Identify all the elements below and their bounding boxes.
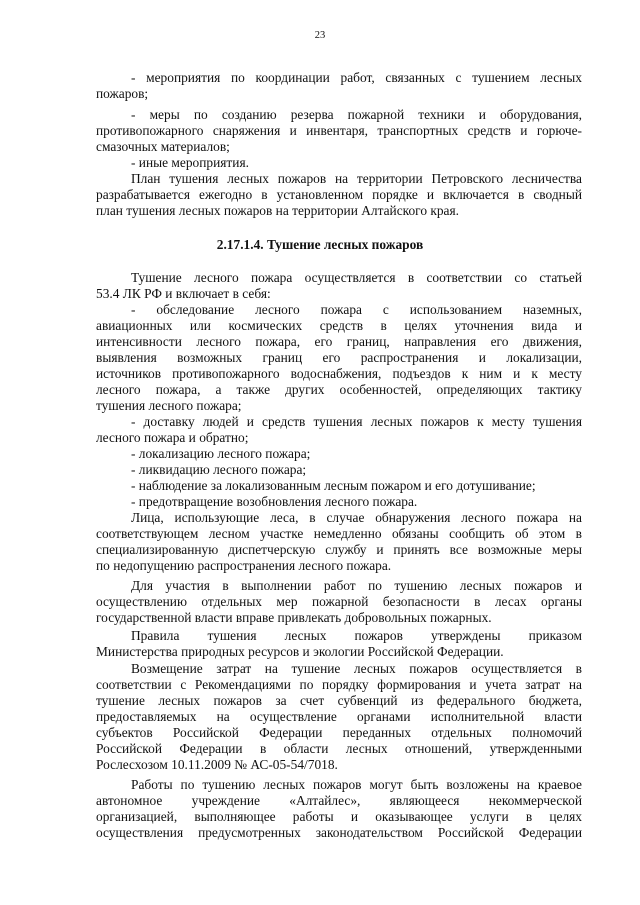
text-line: Рослесхозом 10.11.2009 № АС-05-54/7018. xyxy=(96,757,338,772)
text-line: осуществлению отдельных мер пожарной безопасности в лесах органы xyxy=(96,594,582,609)
text-line: лесного пожара и обратно; xyxy=(96,430,249,445)
text-line: интенсивности лесного пожара, его границ, направления его движения, xyxy=(96,334,582,349)
text-line: смазочных материалов; xyxy=(96,139,230,154)
text-line: выявления возможных границ его распространения и локализации, xyxy=(96,350,582,365)
text-line: - наблюдение за локализованным лесным пожаром и его дотушивание; xyxy=(131,478,536,493)
text-line: план тушения лесных пожаров на территории Алтайского края. xyxy=(96,203,460,218)
text-line: 53.4 ЛК РФ и включает в себя: xyxy=(96,286,271,301)
text-line: государственной власти вправе привлекать добровольных пожарных. xyxy=(96,610,492,625)
text-line: Тушение лесного пожара осуществляется в соответствии со статьей xyxy=(131,270,582,285)
text-line: - мероприятия по координации работ, связанных с тушением лесных xyxy=(131,70,582,85)
text-line: тушения лесного пожара; xyxy=(96,398,242,413)
text-line: источников противопожарного водоснабжения, подъездов к ним и к месту xyxy=(96,366,582,381)
text-line: - обследование лесного пожара с использованием наземных, xyxy=(131,302,582,317)
text-line: организацией, выполняющее работы и оказывающее услуги в целях xyxy=(96,809,582,824)
text-line: Для участия в выполнении работ по тушению лесных пожаров и xyxy=(131,578,582,593)
text-line: тушение лесных пожаров за счет субвенций из федерального бюджета, xyxy=(96,693,582,708)
text-line: - локализацию лесного пожара; xyxy=(131,446,311,461)
text-line: субъектов Российской Федерации переданных отдельных полномочий xyxy=(96,725,582,740)
text-line: осуществления предусмотренных законодательством Российской Федерации xyxy=(96,825,582,840)
text-line: предоставляемых на осуществление органами исполнительной власти xyxy=(96,709,582,724)
text-line: авиационных или космических средств в целях уточнения вида и xyxy=(96,318,582,333)
text-line: - предотвращение возобновления лесного пожара. xyxy=(131,494,418,509)
text-line: - меры по созданию резерва пожарной техники и оборудования, xyxy=(131,107,582,122)
text-line: - иные мероприятия. xyxy=(131,155,249,170)
text-line: по недопущению распространения лесного пожара. xyxy=(96,558,392,573)
text-line: План тушения лесных пожаров на территории Петровского лесничества xyxy=(131,171,582,186)
text-line: Министерства природных ресурсов и экологии Российской Федерации. xyxy=(96,644,504,659)
text-line: разрабатывается ежегодно в установленном порядке и включается в сводный xyxy=(96,187,582,202)
text-line: соответствующем лесном участке немедленно обязаны сообщить об этом в xyxy=(96,526,582,541)
text-line: противопожарного снаряжения и инвентаря, транспортных средств и горюче- xyxy=(96,123,582,138)
page-number: 23 xyxy=(314,30,326,41)
text-line: Возмещение затрат на тушение лесных пожаров осуществляется в xyxy=(131,661,582,676)
text-line: Работы по тушению лесных пожаров могут быть возложены на краевое xyxy=(131,777,582,792)
text-line: Российской Федерации в области лесных отношений, утвержденными xyxy=(96,741,582,756)
text-line: автономное учреждение «Алтайлес», являющееся некоммерческой xyxy=(96,793,582,808)
text-line: специализированную диспетчерскую службу и принять все возможные меры xyxy=(96,542,582,557)
text-line: соответствии с Рекомендациями по порядку формирования и учета затрат на xyxy=(96,677,582,692)
text-line: пожаров; xyxy=(96,86,149,101)
section-heading: 2.17.1.4. Тушение лесных пожаров xyxy=(216,237,424,252)
text-line: лесного пожара, а также других особенностей, определяющих тактику xyxy=(96,382,582,397)
text-line: Правила тушения лесных пожаров утверждены приказом xyxy=(131,628,582,643)
text-line: - ликвидацию лесного пожара; xyxy=(131,462,307,477)
text-line: Лица, использующие леса, в случае обнаружения лесного пожара на xyxy=(131,510,582,525)
text-line: - доставку людей и средств тушения лесных пожаров к месту тушения xyxy=(131,414,582,429)
